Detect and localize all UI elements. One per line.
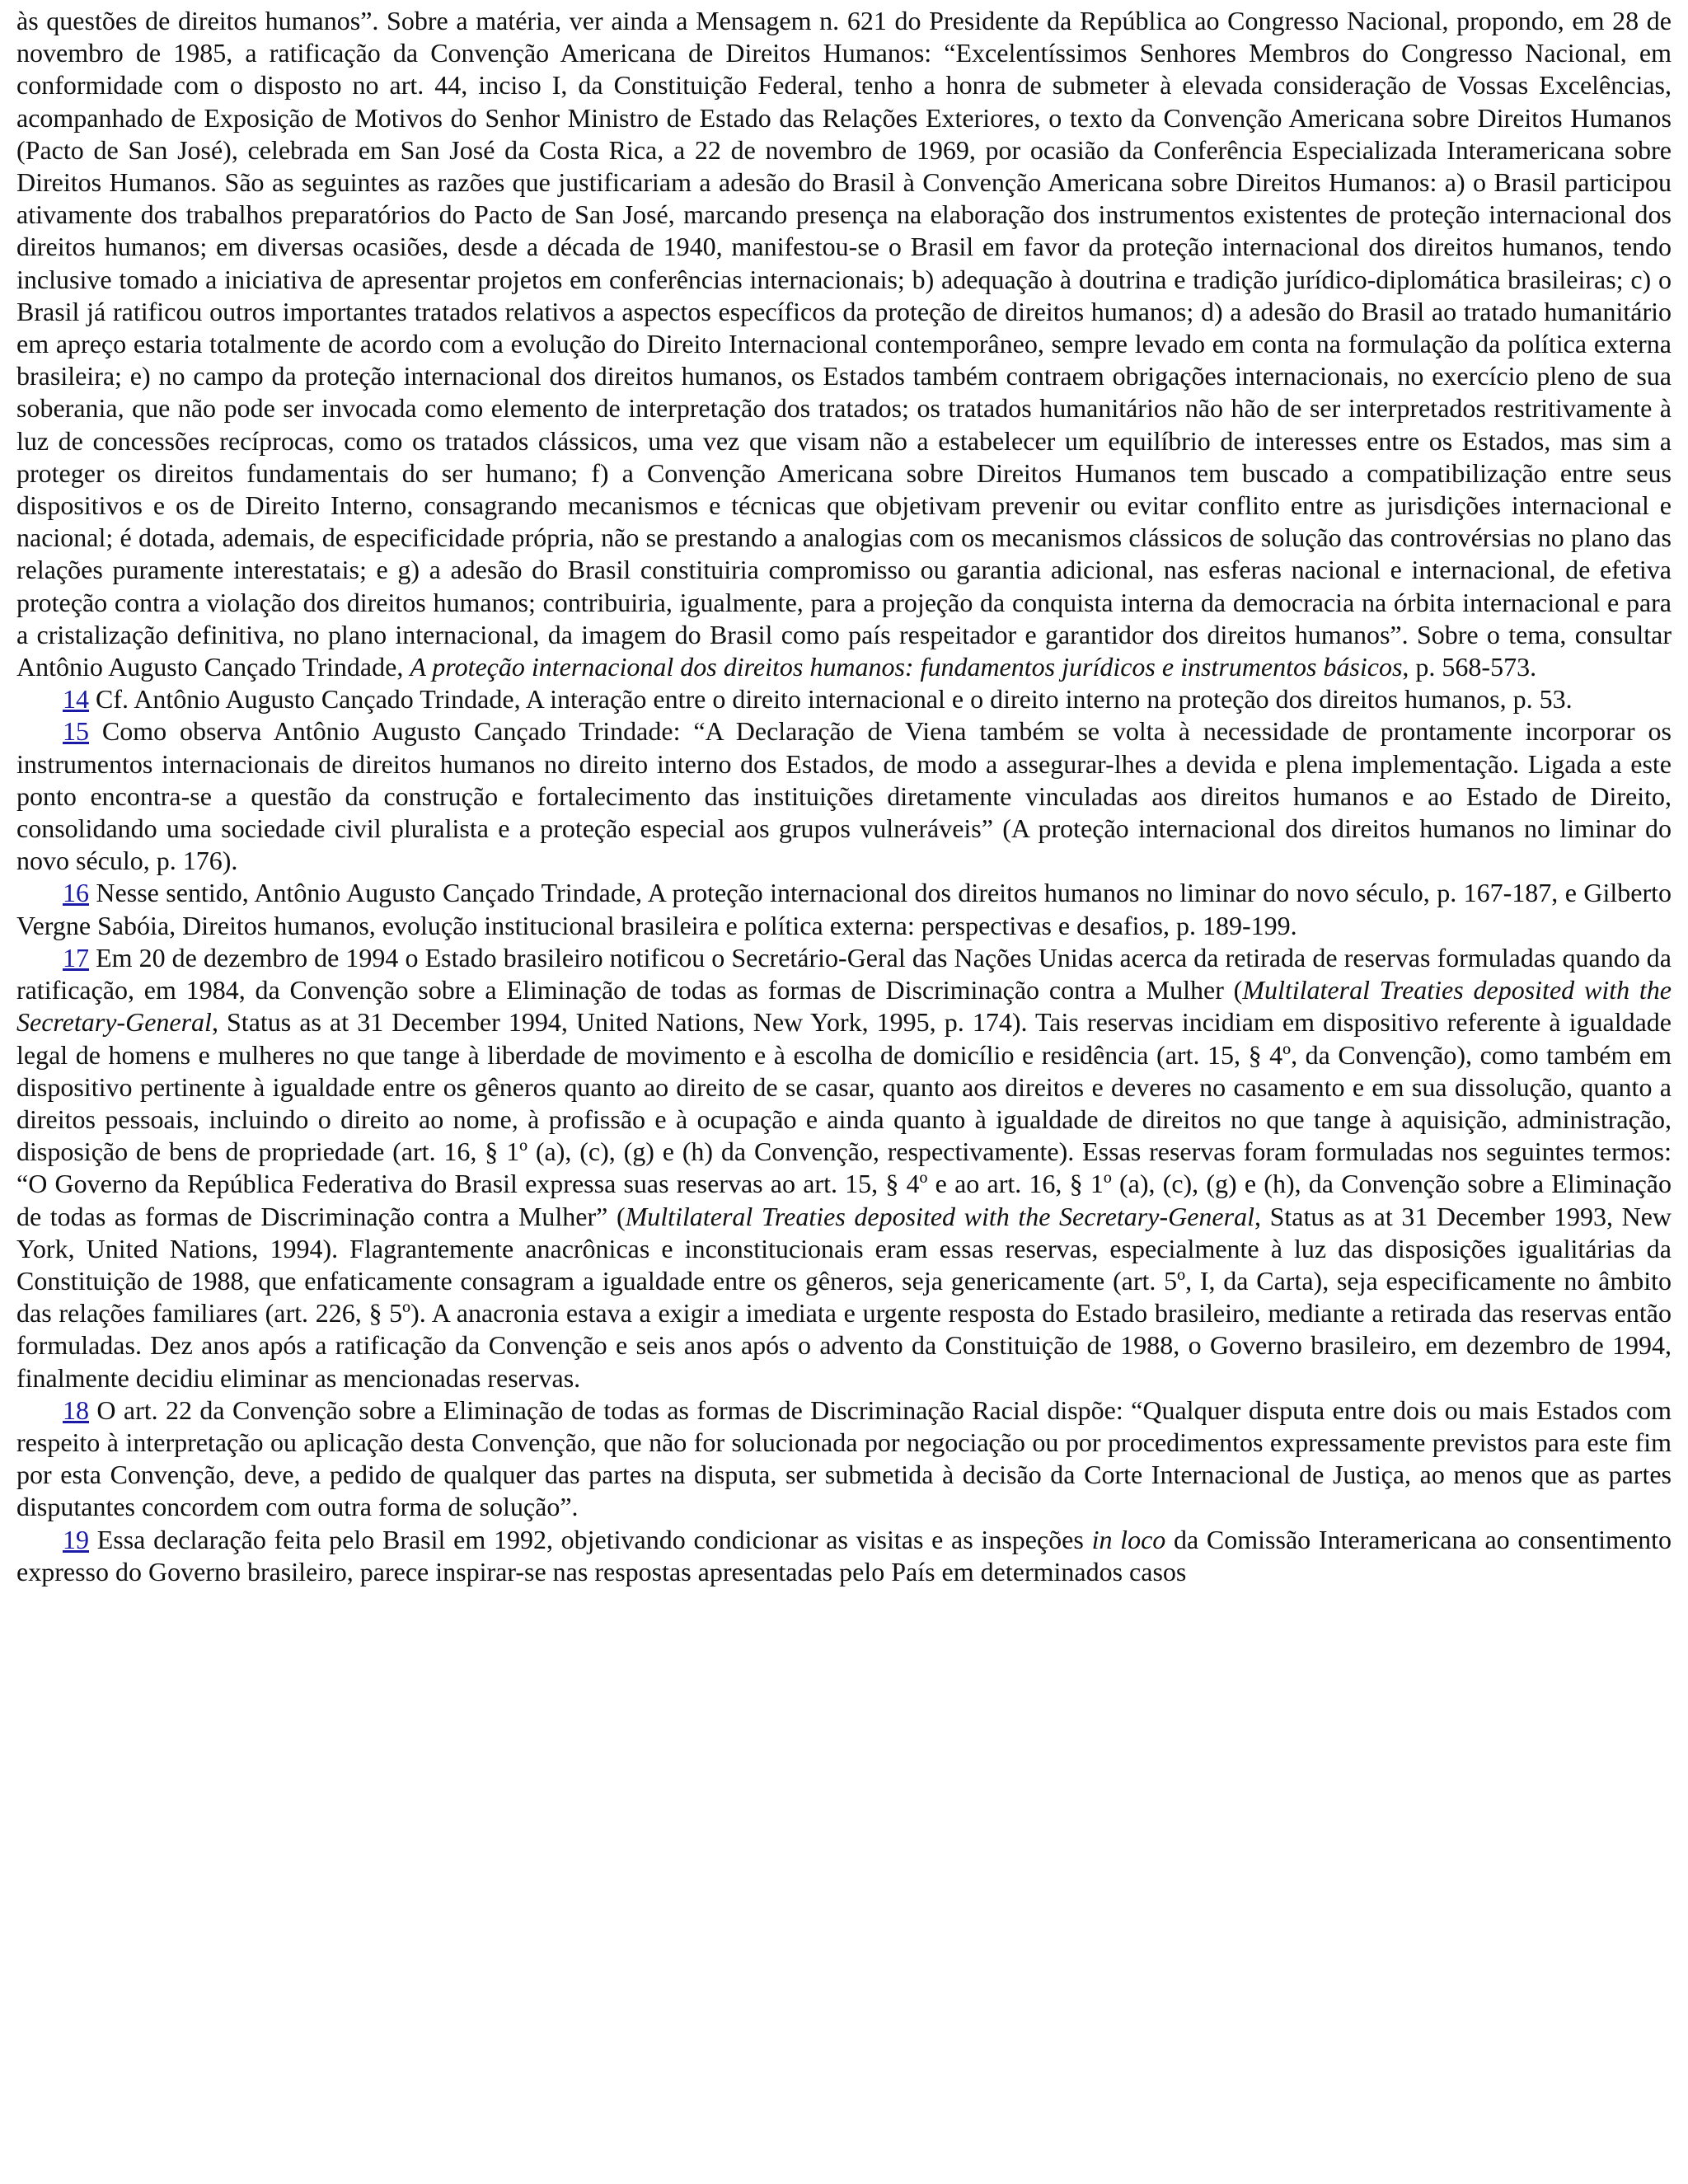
footnote-17 bbox=[16, 942, 1672, 1394]
book-title: A proteção internacional dos direitos humanos: fundamentos jurídicos e instrumentos básicos bbox=[410, 652, 1403, 682]
footnote-text: Como observa Antônio Augusto Cançado Trindade: “A Declaração de Viena também se volta à necessidade de prontamente incorporar os instrumentos internacionais de direitos humanos no direito interno dos Estados, de modo a assegurar-lhes a devida e plena implementação. Ligada a este ponto encontra-se a questão da construção e fortalecimento das instituições diretamente vinculadas aos direitos humanos e ao Estado de Direito, consolidando uma sociedade civil pluralista e a proteção especial aos grupos vulneráveis” (A proteção internacional dos direitos humanos no liminar do novo século, p. 176). bbox=[16, 716, 1672, 876]
footnote-text: O art. 22 da Convenção sobre a Eliminação de todas as formas de Discriminação Racial dispõe: “Qualquer disputa entre dois ou mais Estados com respeito à interpretação ou aplicação desta Convenção, que não for solucionada por negociação ou por procedimentos expressamente previstos para este fim por esta Convenção, deve, a pedido de qualquer das partes na disputa, ser submetida à decisão da Corte Internacional de Justiça, ao menos que as partes disputantes concordem com outra forma de solução”. bbox=[16, 1394, 1672, 1522]
footnote-19 bbox=[16, 1524, 1672, 1588]
footnote-text: , Status as at 31 December 1994, United Nations, New York, 1995, p. 174). Tais reservas incidiam em dispositivo referente à igualdade legal de homens e mulheres no que tange à liberdade de movimento e à escolha de domicílio e residência (art. 15, § 4º, da Convenção), como também em dispositivo pertinente à igualdade entre os gêneros quanto ao direito de se casar, quanto aos direitos e deveres no casamento e em sua dissolução, quanto a direitos pessoais, incluindo o direito ao nome, à profissão e à ocupação e ainda quanto à igualdade de direitos no que tange à aquisição, administração, disposição de bens de propriedade (art. 16, § 1º (a), (c), (g) e (h) da Convenção, respectivamente). Essas reservas foram formuladas nos seguintes termos: “O Governo da República Federativa do Brasil expressa suas reservas ao art. 15, § 4º e ao art. 16, § 1º (a), (c), (g) e (h), da Convenção sobre a Eliminação de todas as formas de Discriminação contra a Mulher” ( bbox=[16, 1007, 1672, 1231]
footnote-16 bbox=[16, 877, 1672, 941]
footnote-15 bbox=[16, 715, 1672, 877]
continuation-paragraph bbox=[16, 5, 1672, 683]
footnote-link-16[interactable]: 16 bbox=[63, 878, 89, 908]
footnote-14 bbox=[16, 683, 1672, 715]
text-segment: , p. 568-573. bbox=[1402, 652, 1537, 682]
footnote-link-15[interactable]: 15 bbox=[63, 716, 89, 747]
footnote-link-19[interactable]: 19 bbox=[63, 1524, 89, 1554]
footnote-text: , Status as at 31 December 1993, New York, United Nations, 1994). Flagrantemente anacrônicas e inconstitucionais eram essas reservas, especialmente à luz das disposições igualitárias da Constituição de 1988, que enfaticamente consagram a igualdade entre os gêneros, seja genericamente (art. 5º, I, da Carta), seja especificamente no âmbito das relações familiares (art. 226, § 5º). A anacronia estava a exigir a imediata e urgente resposta do Estado brasileiro, mediante a retirada das reservas então formuladas. Dez anos após a ratificação da Convenção e seis anos após o advento da Constituição de 1988, o Governo brasileiro, em dezembro de 1994, finalmente decidiu eliminar as mencionadas reservas. bbox=[16, 1201, 1672, 1393]
footnote-18 bbox=[16, 1394, 1672, 1524]
footnote-link-18[interactable]: 18 bbox=[63, 1394, 89, 1425]
footnote-text: Em 20 de dezembro de 1994 o Estado brasileiro notificou o Secretário-Geral das Nações Unidas acerca da retirada de reservas formuladas quando da ratificação, em 1984, da Convenção sobre a Eliminação de todas as formas de Discriminação contra a Mulher ( bbox=[16, 942, 1672, 1005]
publication-title: Multilateral Treaties deposited with the Secretary-General bbox=[625, 1201, 1254, 1231]
footnote-link-14[interactable]: 14 bbox=[63, 684, 89, 715]
latin-term: in loco bbox=[1091, 1524, 1166, 1554]
footnote-text: Essa declaração feita pelo Brasil em 1992, objetivando condicionar as visitas e as inspeções bbox=[89, 1524, 1092, 1554]
footnote-text: da Comissão Interamericana ao consentimento expresso do Governo brasileiro, parece inspirar-se nas respostas apresentadas pelo País em determinados casos bbox=[16, 1524, 1672, 1586]
footnote-text: Nesse sentido, Antônio Augusto Cançado Trindade, A proteção internacional dos direitos humanos no liminar do novo século, p. 167-187, e Gilberto Vergne Sabóia, Direitos humanos, evolução institucional brasileira e política externa: perspectivas e desafios, p. 189-199. bbox=[16, 878, 1672, 940]
text-segment: às questões de direitos humanos”. Sobre a matéria, ver ainda a Mensagem n. 621 do Presidente da República ao Congresso Nacional, propondo, em 28 de novembro de 1985, a ratificação da Convenção Americana de Direitos Humanos: “Excelentíssimos Senhores Membros do Congresso Nacional, em conformidade com o disposto no art. 44, inciso I, da Constituição Federal, tenho a honra de submeter à elevada consideração de Vossas Excelências, acompanhado de Exposição de Motivos do Senhor Ministro de Estado das Relações Exteriores, o texto da Convenção Americana sobre Direitos Humanos (Pacto de San José), celebrada em San José da Costa Rica, a 22 de novembro de 1969, por ocasião da Conferência Especializada Interamericana sobre Direitos Humanos. São as seguintes as razões que justificariam a adesão do Brasil à Convenção Americana sobre Direitos Humanos: a) o Brasil participou ativamente dos trabalhos preparatórios do Pacto de San José, marcando presença na elaboração dos instrumentos existentes de proteção internacional dos direitos humanos; em diversas ocasiões, desde a década de 1940, manifestou-se o Brasil em favor da proteção internacional dos direitos humanos, tendo inclusive tomado a iniciativa de apresentar projetos em conferências internacionais; b) adequação à doutrina e tradição jurídico-diplomática brasileiras; c) o Brasil já ratificou outros importantes tratados relativos a aspectos específicos da proteção de direitos humanos; d) a adesão do Brasil ao tratado humanitário em apreço estaria totalmente de acordo com a evolução do Direito Internacional contemporâneo, sempre levado em conta na formulação da política externa brasileira; e) no campo da proteção internacional dos direitos humanos, os Estados também contraem obrigações internacionais, no exercício pleno de sua soberania, que não pode ser invocada como elemento de interpretação dos tratados; os tratados humanitários não hão de ser interpretados restritivamente à luz de concessões recíprocas, como os tratados clássicos, uma vez que visam não a estabelecer um equilíbrio de interesses entre os Estados, mas sim a proteger os direitos fundamentais do ser humano; f) a Convenção Americana sobre Direitos Humanos tem buscado a compatibilização entre seus dispositivos e os de Direito Interno, consagrando mecanismos e técnicas que objetivam prevenir ou evitar conflito entre as jurisdições internacional e nacional; é dotada, ademais, de especificidade própria, não se prestando a analogias com os mecanismos clássicos de solução das controvérsias no plano das relações puramente interestatais; e g) a adesão do Brasil constituiria compromisso ou garantia adicional, nas esferas nacional e internacional, de efetiva proteção contra a violação dos direitos humanos; contribuiria, igualmente, para a projeção da conquista interna da democracia na órbita internacional e para a cristalização definitiva, no plano internacional, da imagem do Brasil como país respeitador e garantidor dos direitos humanos”. Sobre o tema, consultar Antônio Augusto Cançado Trindade, bbox=[16, 6, 1672, 682]
publication-title: Multilateral Treaties deposited with the Secretary-General bbox=[16, 975, 1672, 1038]
footnote-link-17[interactable]: 17 bbox=[63, 942, 89, 972]
footnote-text: Cf. Antônio Augusto Cançado Trindade, A interação entre o direito internacional e o direito interno na proteção dos direitos humanos, p. 53. bbox=[89, 684, 1573, 715]
